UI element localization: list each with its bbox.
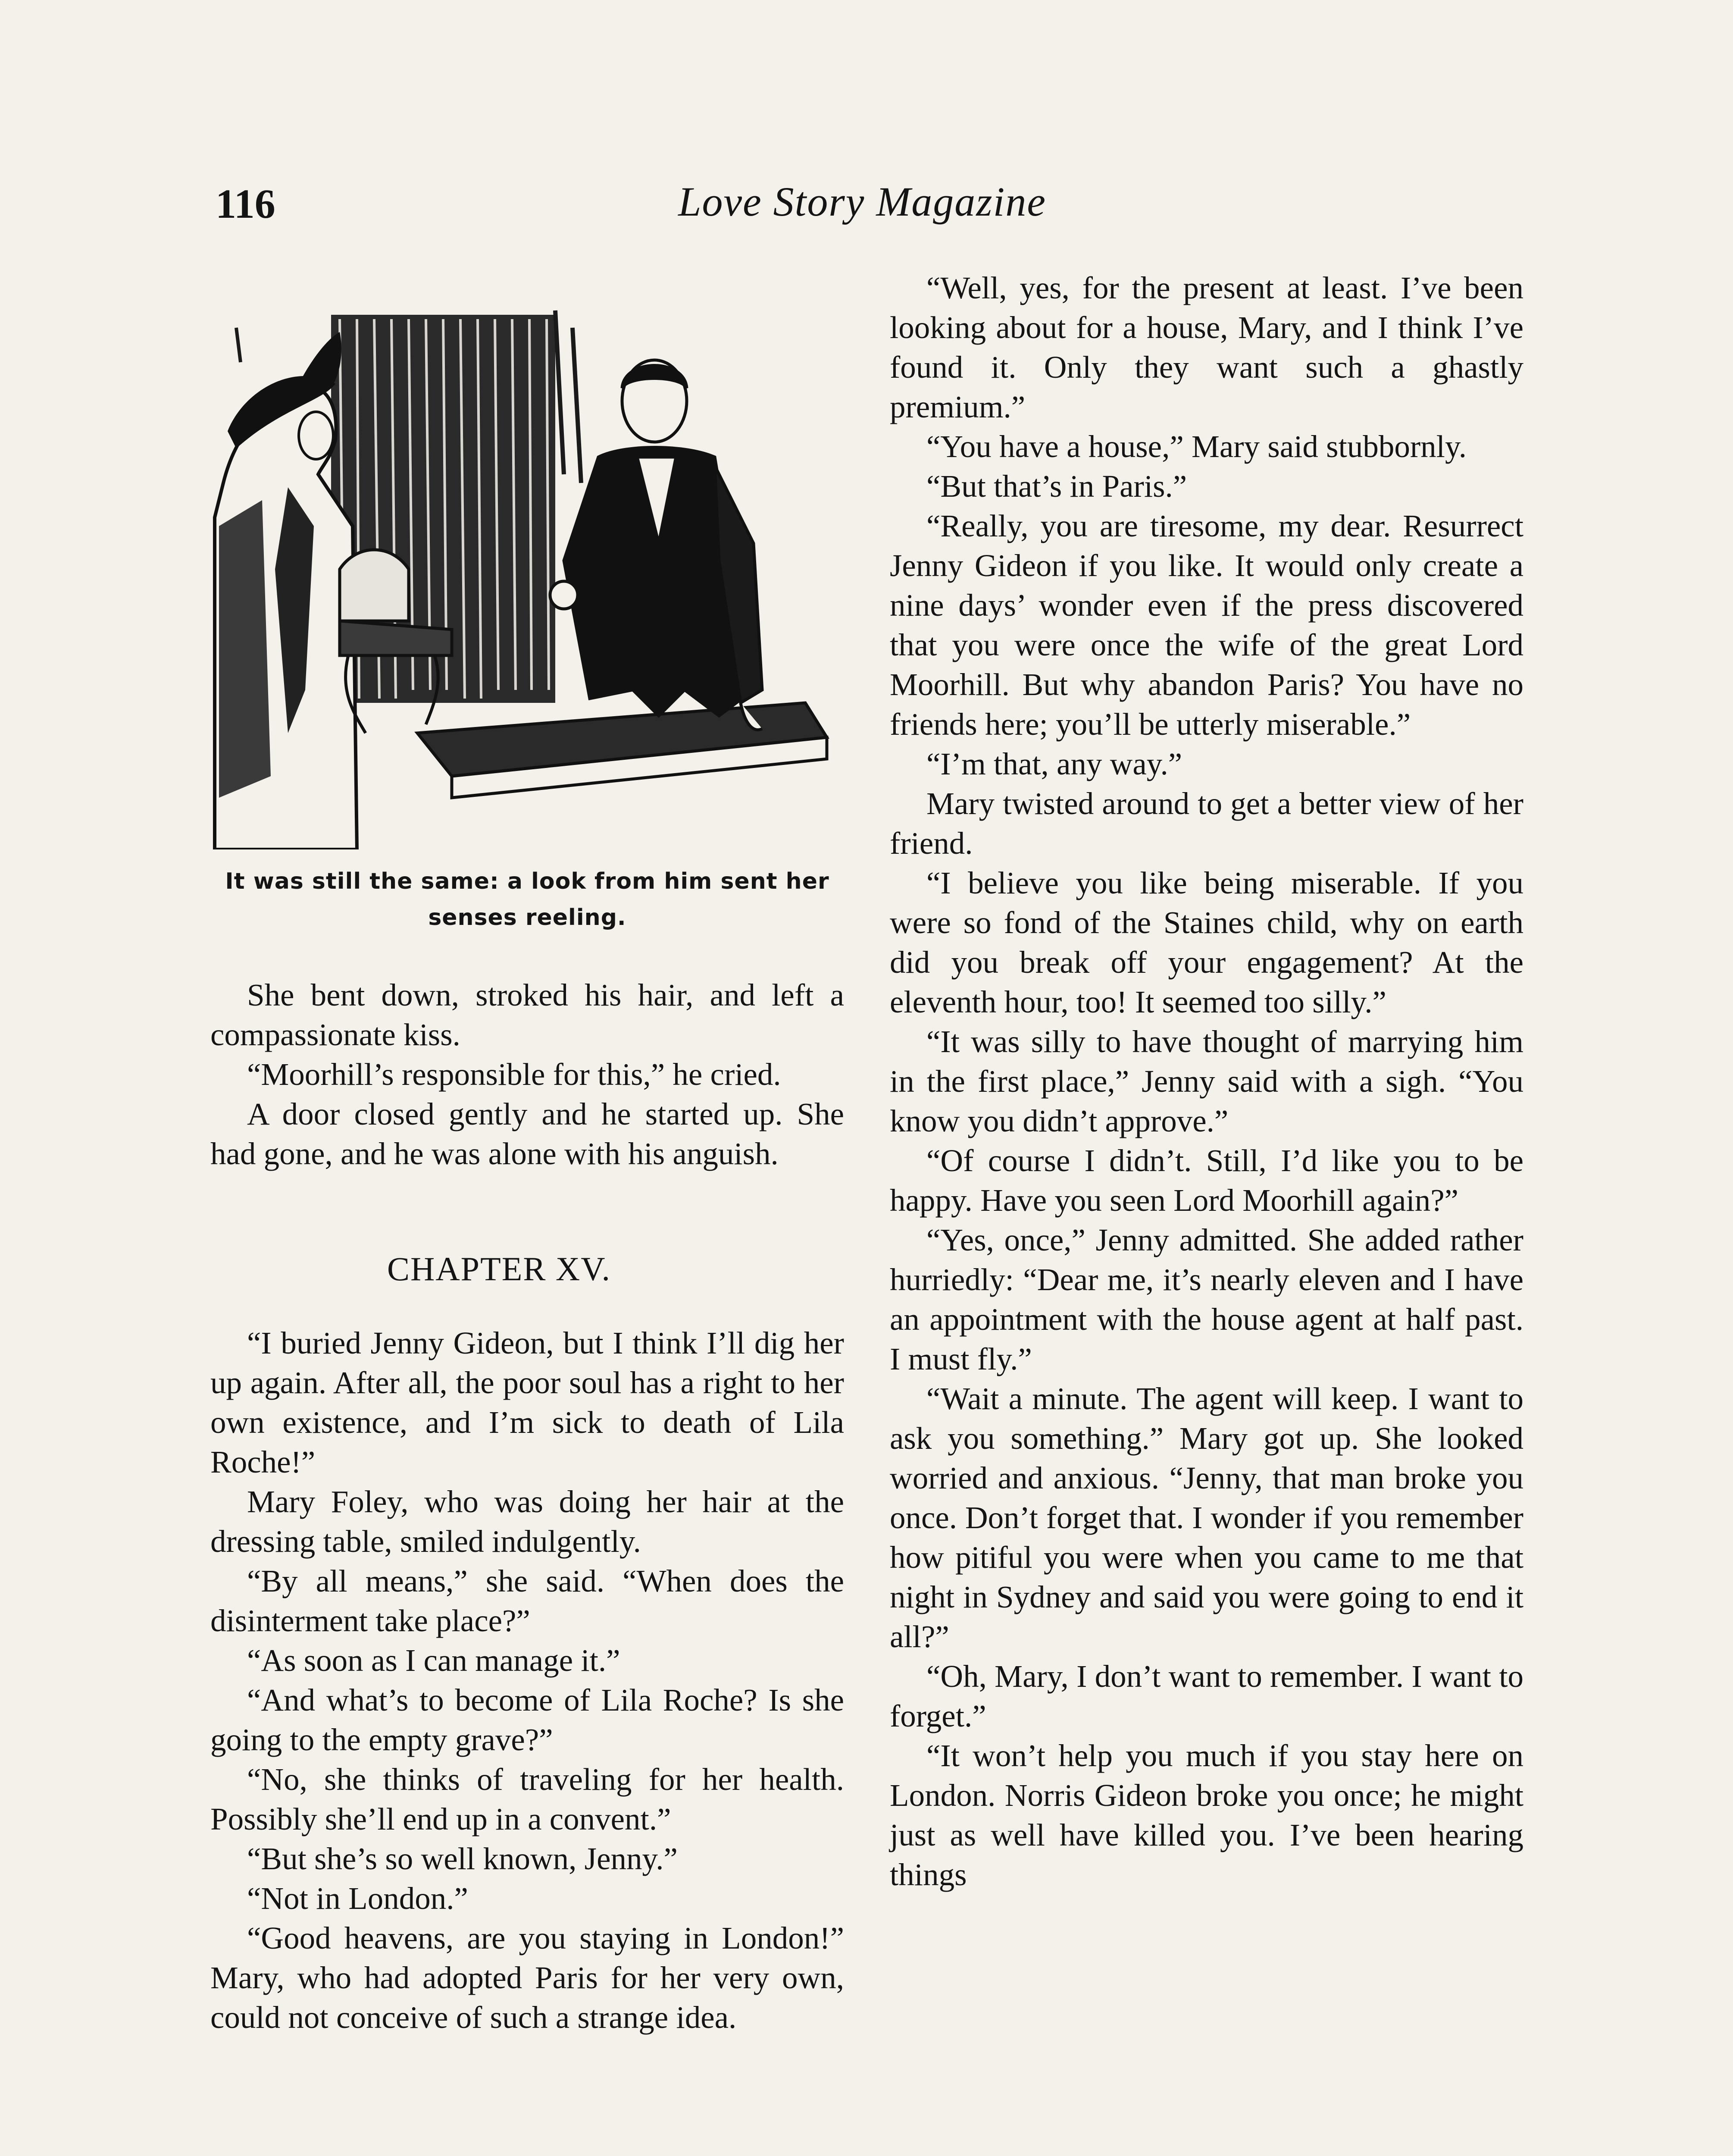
illustration <box>210 302 844 849</box>
paragraph: “Good heavens, are you staying in London!” Mary, who had adopted Paris for her very own, could not conceive of such a strange idea. <box>210 1921 844 2035</box>
paragraph: “Oh, Mary, I don’t want to remember. I want to forget.” <box>890 1659 1523 1733</box>
paragraph: “It was silly to have thought of marrying him in the first place,” Jenny said with a sigh. “You know you didn’t approve.” <box>890 1024 1523 1138</box>
paragraph: “Of course I didn’t. Still, I’d like you to be happy. Have you seen Lord Moorhill again?” <box>890 1143 1523 1218</box>
paragraph: “But that’s in Paris.” <box>926 469 1187 504</box>
paragraph: A door closed gently and he started up. She had gone, and he was alone with his anguish. <box>210 1097 844 1171</box>
chapter-heading: CHAPTER XV. <box>387 1250 611 1288</box>
paragraph: “I’m that, any way.” <box>926 746 1182 781</box>
paragraph: “By all means,” she said. “When does the disinterment take place?” <box>210 1564 844 1638</box>
paragraph: “Not in London.” <box>247 1881 468 1916</box>
paragraph: “No, she thinks of traveling for her health. Possibly she’ll end up in a convent.” <box>210 1762 844 1836</box>
page-number: 116 <box>216 181 275 227</box>
illustration-caption: It was still the same: a look from him sent her senses reeling. <box>225 868 829 931</box>
paragraph: “As soon as I can manage it.” <box>247 1643 620 1678</box>
illustration-drawing <box>210 302 844 849</box>
paragraph: “I buried Jenny Gideon, but I think I’ll dig her up again. After all, the poor soul has a right to her own existence, and I’m sick to death of Lila Roche!” <box>210 1326 844 1479</box>
paragraph: “I believe you like being miserable. If you were so fond of the Staines child, why on earth did you break off your engagement? At the eleventh hour, too! It seemed too silly.” <box>890 865 1523 1019</box>
magazine-title: Love Story Magazine <box>678 179 1046 225</box>
paragraph: Mary Foley, who was doing her hair at the dressing table, smiled indulgently. <box>210 1484 844 1559</box>
paragraph: “You have a house,” Mary said stubbornly. <box>926 429 1467 464</box>
table <box>417 703 827 798</box>
paragraph: She bent down, stroked his hair, and left a compassionate kiss. <box>210 978 844 1052</box>
paragraph: “But she’s so well known, Jenny.” <box>247 1841 678 1876</box>
paragraph: “Yes, once,” Jenny admitted. She added rather hurriedly: “Dear me, it’s nearly eleven and I have an appointment with the house agent at half past. I must fly.” <box>890 1222 1523 1376</box>
paragraph: “Really, you are tiresome, my dear. Resurrect Jenny Gideon if you like. It would only create a nine days’ wonder even if the press discovered that you were once the wife of the great Lord Moorhill. But why abandon Paris? You have no friends here; you’ll be utterly miserable.” <box>890 508 1523 742</box>
paragraph: Mary twisted around to get a better view of her friend. <box>890 786 1523 861</box>
paragraph: “And what’s to become of Lila Roche? Is she going to the empty grave?” <box>210 1683 844 1757</box>
paragraph: “Wait a minute. The agent will keep. I want to ask you something.” Mary got up. She looked worried and anxious. “Jenny, that man broke you once. Don’t forget that. I wonder if you remember how pitiful you were when you came to me that night in Sydney and said you were going to end it all?” <box>890 1381 1523 1654</box>
paragraph: “Moorhill’s responsible for this,” he cried. <box>247 1057 781 1092</box>
paragraph: “Well, yes, for the present at least. I’ve been looking about for a house, Mary, and I think I’ve found it. Only they want such a ghastly premium.” <box>890 270 1523 424</box>
right-text-column <box>890 268 1523 1895</box>
paragraph: “It won’t help you much if you stay here on London. Norris Gideon broke you once; he might just as well have killed you. I’ve been hearing things <box>890 1738 1523 1892</box>
man-figure <box>550 360 762 730</box>
left-text-column <box>210 975 844 2037</box>
